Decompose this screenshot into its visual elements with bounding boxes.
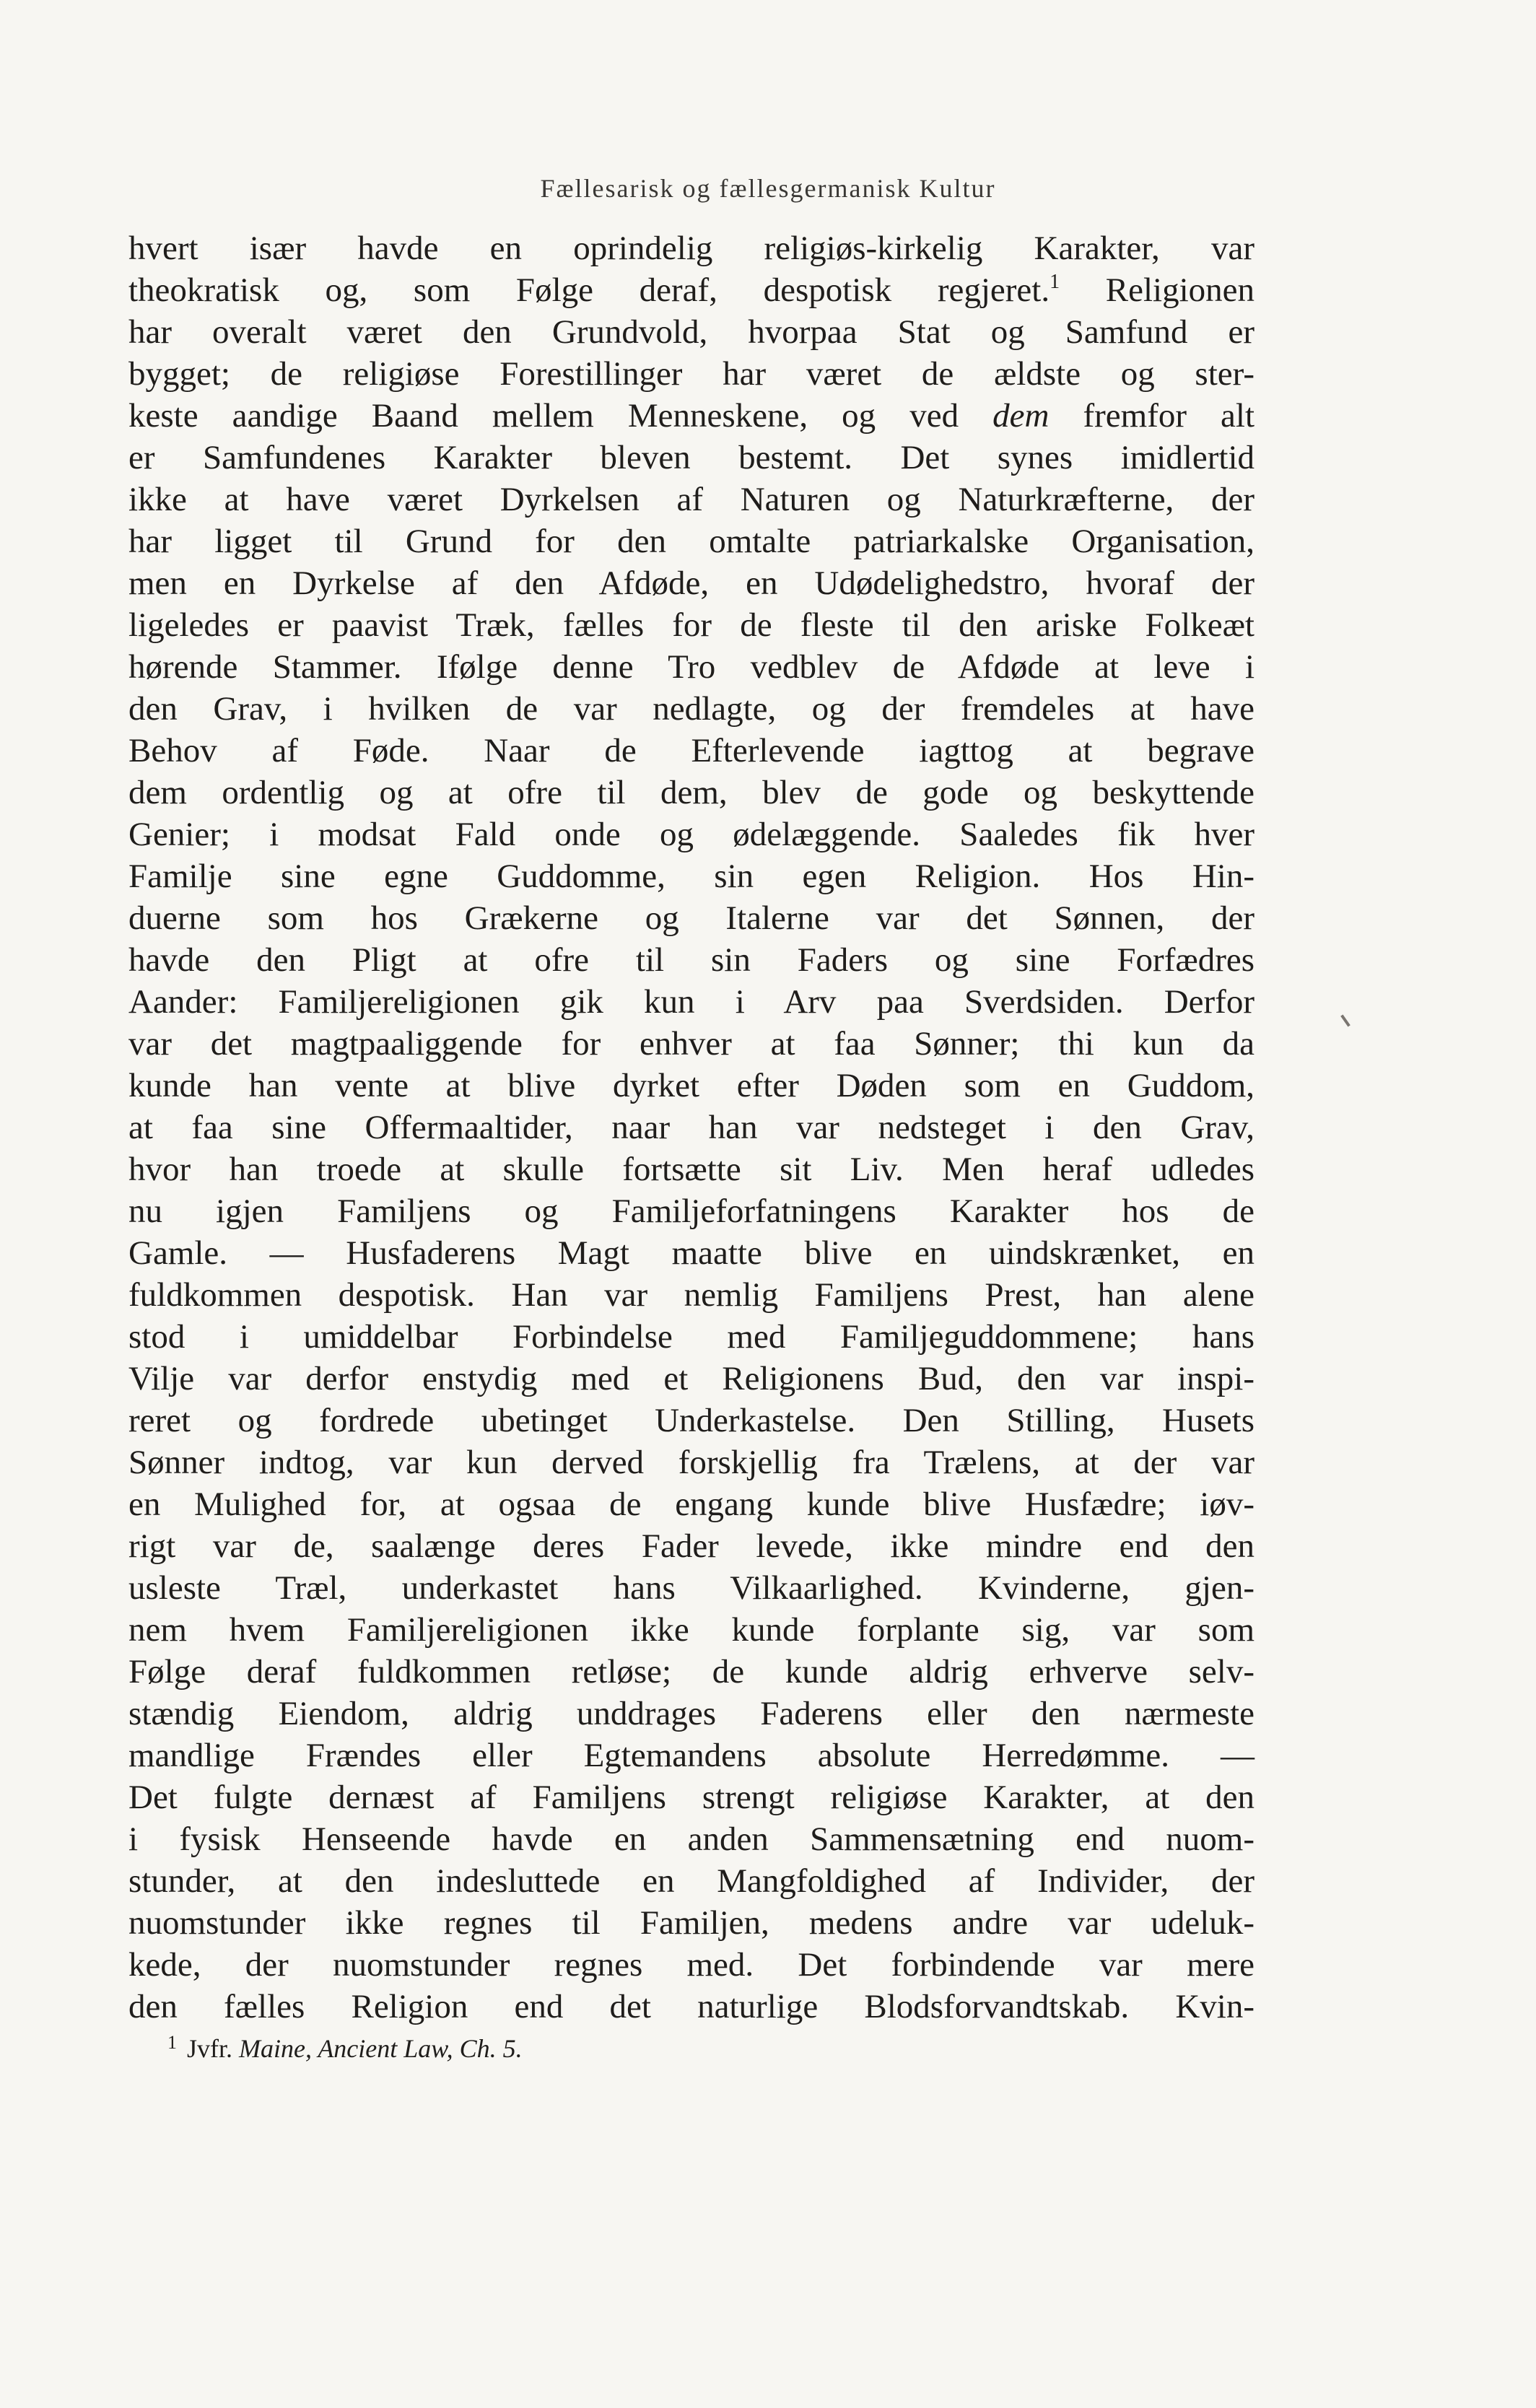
text-line: Gamle. — Husfaderens Magt maatte blive en uindskrænket, en	[128, 1234, 1254, 1272]
text-line: nuomstunder ikke regnes til Familjen, medens andre var udeluk-	[128, 1904, 1254, 1942]
text-line: den fælles Religion end det naturlige Blodsforvandtskab. Kvin-	[128, 1988, 1254, 2025]
text-line: var det magtpaaliggende for enhver at faa Sønner; thi kun da	[128, 1025, 1254, 1063]
text-line: mandlige Frændes eller Egtemandens absolute Herredømme. —	[128, 1737, 1254, 1774]
text-line: hvert især havde en oprindelig religiøs-kirkelig Karakter, var	[128, 230, 1254, 267]
text-line: har ligget til Grund for den omtalte patriarkalske Organisation,	[128, 523, 1254, 560]
text-line: dem ordentlig og at ofre til dem, blev de gode og beskyttende	[128, 774, 1254, 811]
text-line: har overalt været den Grundvold, hvorpaa Stat og Samfund er	[128, 313, 1254, 351]
text-line: kede, der nuomstunder regnes med. Det forbindende var mere	[128, 1946, 1254, 1984]
stray-ink-mark	[1340, 1014, 1350, 1026]
text-line: men en Dyrkelse af den Afdøde, en Udødelighedstro, hvoraf der	[128, 564, 1254, 602]
text-line: hørende Stammer. Ifølge denne Tro vedblev de Afdøde at leve i	[128, 648, 1254, 686]
text-line: reret og fordrede ubetinget Underkastelse. Den Stilling, Husets	[128, 1402, 1254, 1439]
text-line: fuldkommen despotisk. Han var nemlig Familjens Prest, han alene	[128, 1276, 1254, 1314]
footnote-reference[interactable]: 1	[1050, 271, 1060, 293]
body-text	[128, 227, 1254, 2028]
text-line: i fysisk Henseende havde en anden Sammensætning end nuom-	[128, 1820, 1254, 1858]
text-line: stændig Eiendom, aldrig unddrages Faderens eller den nærmeste	[128, 1695, 1254, 1732]
text-line: Genier; i modsat Fald onde og ødelæggende. Saaledes fik hver	[128, 816, 1254, 853]
text-line: havde den Pligt at ofre til sin Faders og sine Forfædres	[128, 941, 1254, 979]
text-line: nem hvem Familjereligionen ikke kunde forplante sig, var som	[128, 1611, 1254, 1649]
emphasis-text: dem	[992, 397, 1050, 435]
text-line: ligeledes er paavist Træk, fælles for de fleste til den ariske Folkeæt	[128, 606, 1254, 644]
text-line: Følge deraf fuldkommen retløse; de kunde aldrig erhverve selv-	[128, 1653, 1254, 1691]
text-line: Familje sine egne Guddomme, sin egen Religion. Hos Hin-	[128, 858, 1254, 895]
text-line: er Samfundenes Karakter bleven bestemt. Det synes imidlertid	[128, 439, 1254, 476]
text-line	[128, 269, 1254, 311]
text-segment: fremfor alt	[1083, 397, 1255, 435]
text-line: usleste Træl, underkastet hans Vilkaarlighed. Kvinderne, gjen-	[128, 1569, 1254, 1607]
text-line: hvor han troede at skulle fortsætte sit Liv. Men heraf udledes	[128, 1151, 1254, 1188]
text-line: Det fulgte dernæst af Familjens strengt religiøse Karakter, at den	[128, 1779, 1254, 1816]
text-line: at faa sine Offermaaltider, naar han var nedsteget i den Grav,	[128, 1109, 1254, 1146]
text-line: Aander: Familjereligionen gik kun i Arv paa Sverdsiden. Derfor	[128, 983, 1254, 1021]
text-line: duerne som hos Grækerne og Italerne var det Sønnen, der	[128, 899, 1254, 937]
text-segment: theokratisk og, som Følge deraf, despotisk regjeret.	[128, 271, 1050, 309]
text-line: den Grav, i hvilken de var nedlagte, og der fremdeles at have	[128, 690, 1254, 728]
text-line: rigt var de, saalænge deres Fader levede, ikke mindre end den	[128, 1527, 1254, 1565]
text-segment: Religionen	[1105, 271, 1254, 309]
footnote-prefix: Jvfr.	[187, 2034, 232, 2063]
text-line: nu igjen Familjens og Familjeforfatningens Karakter hos de	[128, 1192, 1254, 1230]
text-segment: keste aandige Baand mellem Menneskene, og ved	[128, 397, 959, 435]
text-line: Vilje var derfor enstydig med et Religionens Bud, den var inspi-	[128, 1360, 1254, 1397]
text-line: stod i umiddelbar Forbindelse med Familjeguddommene; hans	[128, 1318, 1254, 1356]
text-line: Behov af Føde. Naar de Efterlevende iagttog at begrave	[128, 732, 1254, 769]
footnote-mark: 1	[167, 2032, 177, 2053]
text-line	[128, 395, 1254, 437]
footnote-citation: Maine, Ancient Law, Ch. 5.	[239, 2034, 523, 2063]
footnote	[167, 2027, 523, 2064]
text-line: stunder, at den indesluttede en Mangfoldighed af Individer, der	[128, 1862, 1254, 1900]
text-line: Sønner indtog, var kun derved forskjellig fra Trælens, at der var	[128, 1444, 1254, 1481]
text-line: kunde han vente at blive dyrket efter Døden som en Guddom,	[128, 1067, 1254, 1104]
running-head: Fællesarisk og fællesgermanisk Kultur	[540, 174, 996, 203]
text-line: ikke at have været Dyrkelsen af Naturen og Naturkræfterne, der	[128, 481, 1254, 518]
text-line: bygget; de religiøse Forestillinger har været de ældste og ster-	[128, 355, 1254, 393]
text-line: en Mulighed for, at ogsaa de engang kunde blive Husfædre; iøv-	[128, 1486, 1254, 1523]
